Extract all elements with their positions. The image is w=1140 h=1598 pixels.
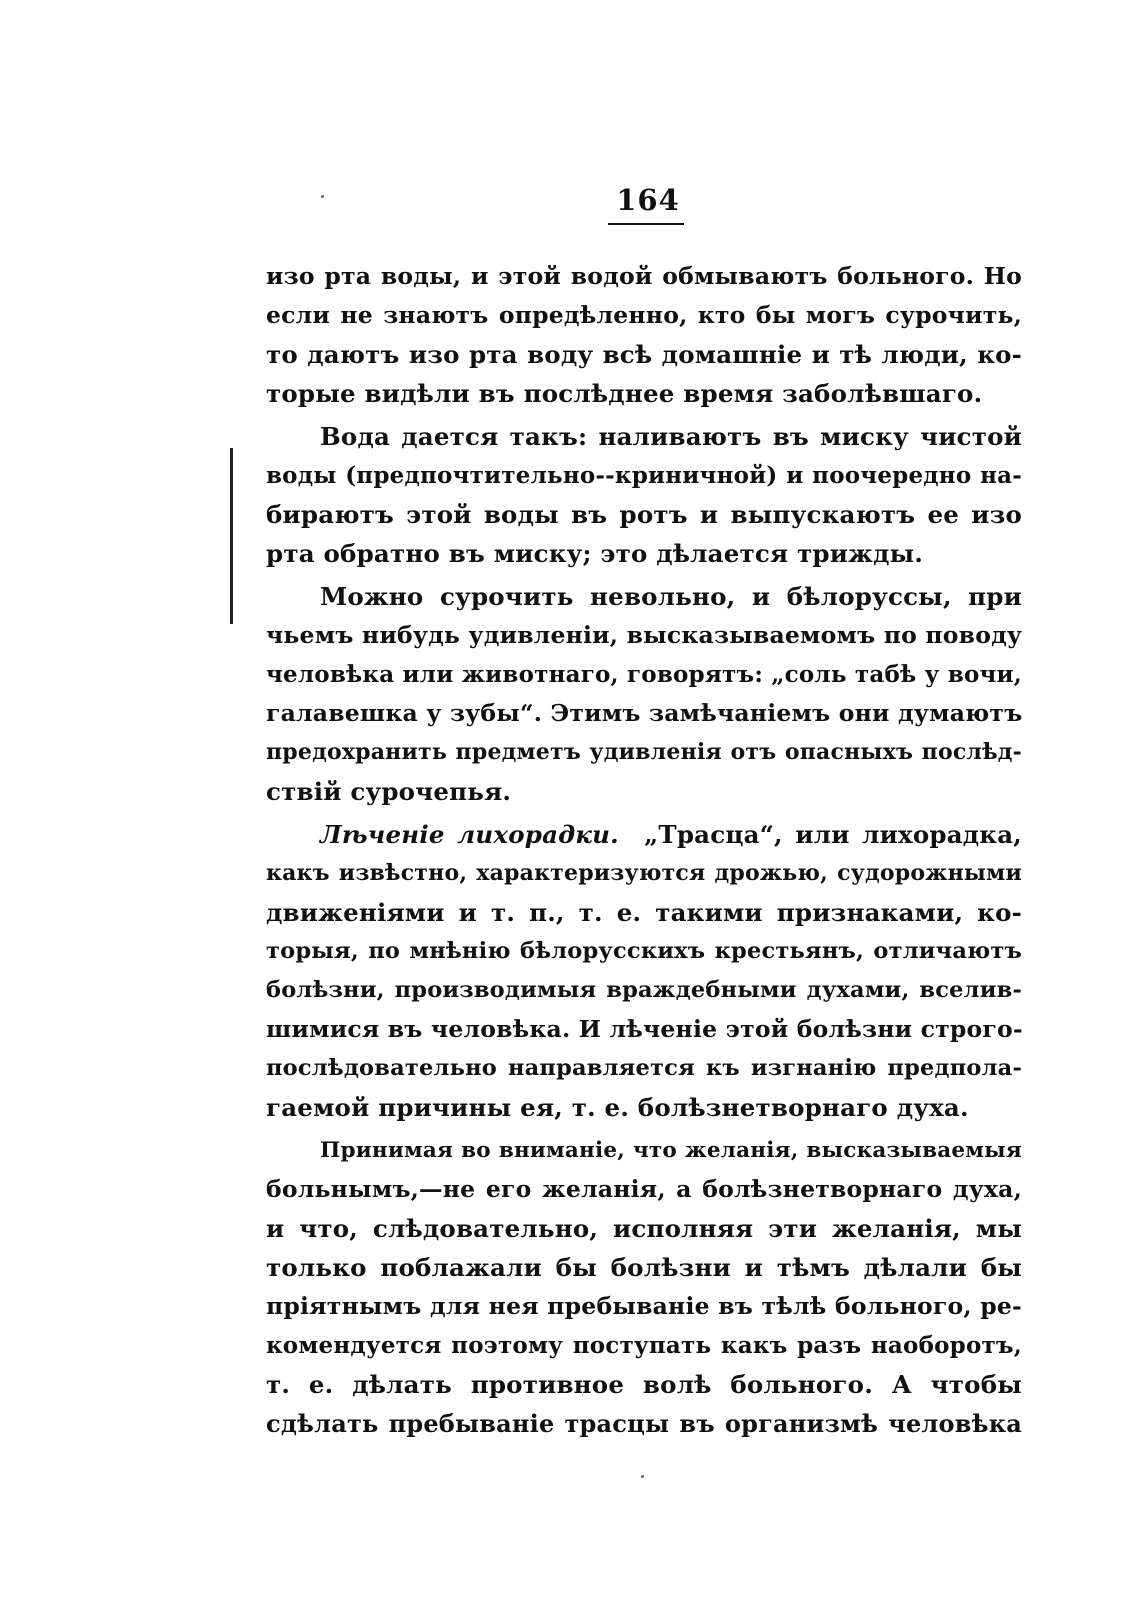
speck <box>641 1475 644 1478</box>
text-line: галавешка у зубы“. Этимъ замѣчаніемъ они думаютъ <box>266 699 1023 727</box>
page-number: 164 <box>616 183 680 217</box>
text-line: чьемъ нибудь удивленіи, высказываемомъ по поводу <box>266 621 1023 649</box>
text-line: Вода дается такъ: наливаютъ въ миску чистой <box>320 422 1022 451</box>
text-line: торыя, по мнѣнію бѣлорусскихъ крестьянъ, отличаютъ <box>266 938 1022 964</box>
text-line: Можно сурочить невольно, и бѣлоруссы, при <box>320 582 1022 611</box>
text-line: и что, слѣдовательно, исполняя эти желанія, мы <box>266 1214 1022 1243</box>
text-line: комендуется поэтому поступать какъ разъ наоборотъ, <box>266 1332 1022 1359</box>
text-line: изо рта воды, и этой водой обмываютъ больного. Но <box>266 262 1022 290</box>
text-line: ствій сурочепья. <box>266 777 512 806</box>
text-line: какъ извѣстно, характеризуются дрожью, судорожными <box>266 860 1022 886</box>
text-line: сдѣлать пребываніе трасцы въ организмѣ человѣка <box>266 1409 1022 1438</box>
text-line: торые видѣли въ послѣднее время заболѣвшаго. <box>266 379 983 408</box>
body-text <box>266 257 1022 1443</box>
text-line: пріятнымъ для нея пребываніе въ тѣлѣ больного, ре- <box>266 1292 1022 1320</box>
text-line: человѣка или животнаго, говорятъ: „соль табѣ у вочи, <box>266 661 1022 688</box>
text-line: т. е. дѣлать противное волѣ больного. А чтобы <box>266 1370 1022 1399</box>
text-line: рта обратно въ миску; это дѣлается трижды. <box>266 539 924 568</box>
speck <box>321 195 324 198</box>
paragraph-4 <box>266 815 1022 1127</box>
text-line: то даютъ изо рта воду всѣ домашніе и тѣ люди, ко- <box>266 340 1022 369</box>
text-line: Принимая во вниманіе, что желанія, высказываемыя <box>320 1138 1022 1163</box>
text-line: предохранить предметъ удивленія отъ опасныхъ послѣд- <box>266 739 1022 765</box>
section-heading: Лѣченіе лихорадки. <box>320 820 619 849</box>
paragraph-2 <box>266 417 1022 573</box>
paragraph-3 <box>266 577 1022 811</box>
text-line: если не знаютъ опредѣленно, кто бы могъ сурочить, <box>266 301 1022 329</box>
text-line: движеніями и т. п., т. е. такими признаками, ко- <box>266 898 1022 927</box>
paragraph-5 <box>266 1131 1022 1443</box>
text-line <box>266 815 1022 854</box>
text-line: шимися въ человѣка. И лѣченіе этой болѣзни строго- <box>266 1015 1023 1043</box>
paragraph-1 <box>266 257 1022 413</box>
text-line: послѣдовательно направляется къ изгнанію предпола- <box>266 1055 1022 1081</box>
text-line: болѣзни, производимыя враждебными духами, вселив- <box>266 977 1022 1003</box>
text-span: „Трасца“, или лихорадка, <box>644 820 1022 849</box>
page-number-underline <box>608 223 684 225</box>
text-line: гаемой причины ея, т. е. болѣзнетворнаго духа. <box>266 1093 969 1122</box>
text-line: воды (предпочтительно--криничной) и поочередно на- <box>266 462 1022 489</box>
margin-mark <box>230 448 233 624</box>
text-line: больнымъ,—не его желанія, а болѣзнетворнаго духа, <box>266 1175 1022 1203</box>
text-line: только поблажали бы болѣзни и тѣмъ дѣлали бы <box>266 1253 1022 1282</box>
text-line: бираютъ этой воды въ ротъ и выпускаютъ ее изо <box>266 500 1022 529</box>
